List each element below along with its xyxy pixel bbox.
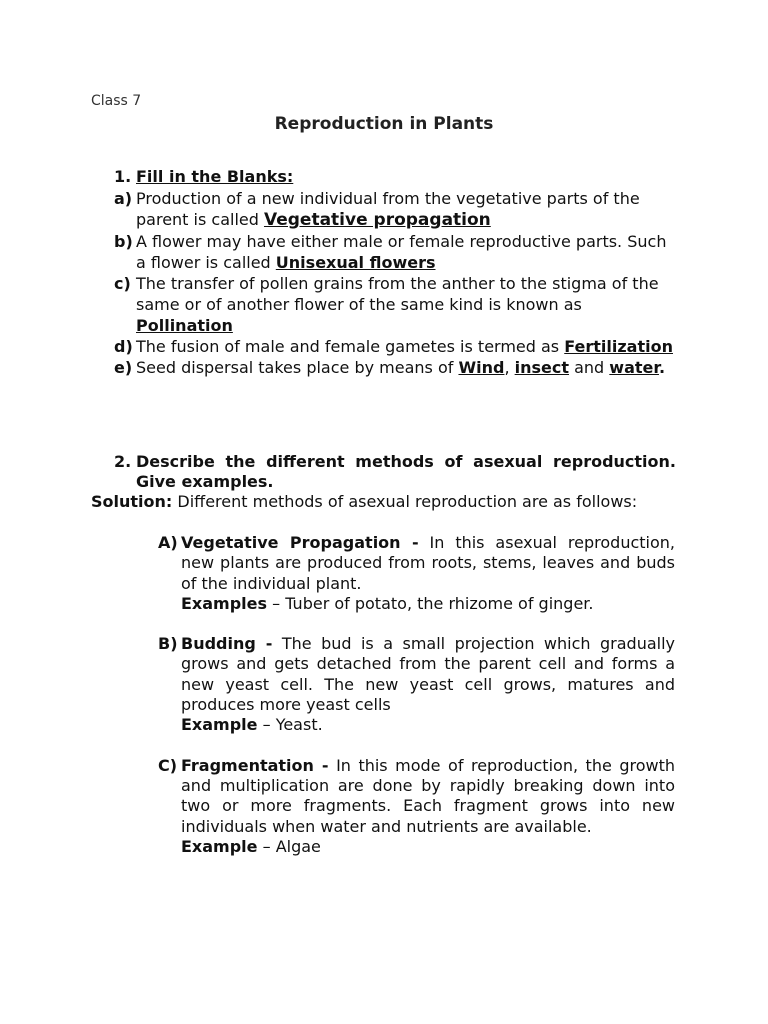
method-body: [181, 533, 675, 614]
question-number: 1.: [114, 167, 132, 186]
item-letter: b): [114, 232, 133, 251]
item-prompt: A flower may have either male or female reproductive parts. Such a flower is called: [136, 232, 667, 272]
list-item: [114, 231, 684, 273]
method-body: [181, 634, 675, 735]
item-letter: a): [114, 189, 133, 208]
class-label: Class 7: [91, 93, 142, 109]
question-1-heading: [114, 166, 684, 187]
method-description: In this mode of reproduction, the growth and multiplication are done by rapidly breaking down into two or more fragments. Each fragment grows into new individuals when water and nutrients are available.: [181, 755, 675, 836]
item-answer: Wind: [458, 358, 505, 377]
question-1: [114, 166, 684, 378]
item-prompt: The fusion of male and female gametes is termed as: [136, 337, 565, 356]
solution-intro: [91, 492, 691, 512]
list-item: [114, 357, 684, 378]
item-letter: d): [114, 337, 133, 356]
method-name: Vegetative Propagation -: [181, 533, 419, 552]
item-answer: Vegetative propagation: [263, 210, 491, 230]
method-name: Budding -: [181, 634, 273, 654]
method-letter: C): [158, 755, 178, 775]
example-text: – Yeast.: [257, 715, 323, 735]
item-text: [136, 231, 677, 273]
solution-text: Different methods of asexual reproduction are as follows:: [172, 492, 638, 511]
method-letter: B): [158, 634, 178, 654]
method-name: Fragmentation -: [181, 755, 329, 775]
example-label: Examples: [181, 593, 268, 613]
example-label: Example: [181, 836, 258, 856]
question-2-heading: [114, 452, 676, 492]
list-item: [158, 533, 678, 614]
blanks-list: [114, 188, 684, 378]
question-heading-text: Fill in the Blanks:: [136, 167, 294, 186]
item-answer: Fertilization: [564, 337, 673, 356]
methods-list: [158, 533, 678, 877]
solution-label: Solution:: [91, 492, 173, 511]
list-item: [114, 273, 684, 336]
page-title: Reproduction in Plants: [274, 114, 494, 134]
question-2: [114, 452, 676, 492]
item-prompt: Production of a new individual from the vegetative parts of the parent is called: [136, 189, 640, 229]
example-text: – Tuber of potato, the rhizome of ginger.: [267, 593, 594, 613]
item-letter: e): [114, 358, 133, 377]
item-prompt: Seed dispersal takes place by means of: [136, 358, 459, 377]
method-description: The bud is a small projection which gradually grows and gets detached from the parent cell and forms a new yeast cell. The new yeast cell grows, matures and produces more yeast cells: [181, 634, 675, 715]
item-answer: Unisexual flowers: [275, 253, 436, 272]
list-item: [158, 756, 678, 857]
item-prompt: The transfer of pollen grains from the anther to the stigma of the same or of another flower of the same kind is known as: [136, 274, 659, 314]
item-letter: c): [114, 274, 131, 293]
item-answer: insect: [514, 358, 570, 377]
item-answer: water: [609, 358, 659, 377]
example-text: – Algae: [257, 836, 321, 856]
answer-separator: ,: [504, 358, 515, 377]
item-text: [136, 357, 677, 378]
question-text: Describe the different methods of asexual reproduction. Give examples.: [136, 452, 676, 491]
item-answer: Pollination: [136, 316, 233, 335]
list-item: [158, 634, 678, 735]
item-text: [136, 273, 677, 336]
item-text: [136, 336, 677, 357]
answer-separator: and: [569, 358, 610, 377]
example-label: Example: [181, 715, 258, 735]
question-number: 2.: [114, 452, 132, 471]
list-item: [114, 336, 684, 357]
method-body: [181, 756, 675, 857]
list-item: [114, 188, 684, 231]
item-end-punctuation: .: [658, 358, 666, 377]
item-text: [136, 188, 677, 231]
method-letter: A): [158, 533, 178, 552]
method-description: In this asexual reproduction, new plants are produced from roots, stems, leaves and buds of the individual plant.: [181, 533, 675, 593]
